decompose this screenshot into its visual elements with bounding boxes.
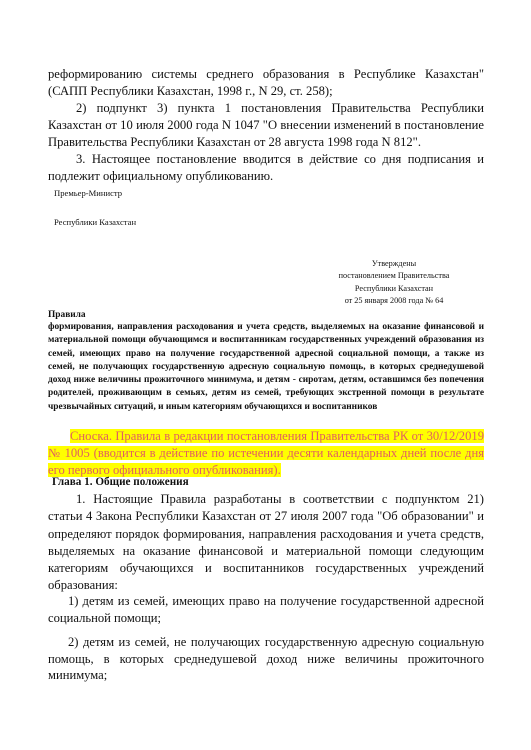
signature-country: Республики Казахстан bbox=[54, 217, 137, 227]
footnote bbox=[48, 428, 484, 479]
approval-line-2: постановлением Правительства bbox=[338, 271, 450, 281]
rules-title: формирования, направления расходования и учета средств, выделяемых на оказание финансовой и материальной помощи обучающимся и воспитанникам государственных учреждений образования из семей, имеющих право на получение государственной адресной социальной помощи, а также из семей, не получающих государственную адресную социальную помощь, в которых среднедушевой доход ниже величины прожиточного минимума, и детям - сиротам, детям, оставшимся без попечения родителей, проживающим в семьях, детям из семей, требующих экстренной помощи в результате чрезвычайных ситуаций, и иным категориям обучающихся и воспитанников bbox=[48, 322, 484, 412]
approval-line-4: от 25 января 2008 года № 64 bbox=[344, 296, 444, 306]
paragraph-top-1: реформированию системы среднего образования в Республике Казахстан" (САПП Республики Казахстан, 1998 г., N 29, ст. 258); bbox=[48, 67, 484, 98]
paragraph-top-3: 3. Настоящее постановление вводится в действие со дня подписания и подлежит официальному опубликованию. bbox=[48, 152, 484, 183]
paragraph-bottom-3: 2) детям из семей, не получающих государственную адресную социальную помощь, в которых среднедушевой доход ниже величины прожиточного минимума; bbox=[48, 635, 484, 682]
paragraph-bottom-2: 1) детям из семей, имеющих право на получение государственной адресной социальной помощи; bbox=[48, 594, 484, 625]
chapter-heading: Глава 1. Общие положения bbox=[52, 476, 189, 488]
footnote-text: Сноска. Правила в редакции постановления Правительства РК от 30/12/2019 № 1005 (вводится в действие по истечении десяти календарных дней после дня его первого официального опубликования). bbox=[48, 429, 484, 477]
signature-title: Премьер-Министр bbox=[54, 188, 123, 198]
approval-line-3: Республики Казахстан bbox=[354, 283, 434, 293]
paragraph-top-2: 2) подпункт 3) пункта 1 постановления Правительства Республики Казахстан от 10 июля 2000 года N 1047 "О внесении изменений в постановление Правительства Республики Казахстан от 28 августа 1998 года N 812". bbox=[48, 101, 484, 149]
paragraph-bottom-1: 1. Настоящие Правила разработаны в соответствии с подпунктом 21) статьи 4 Закона Республики Казахстан от 27 июля 2007 года "Об образовании" и определяют порядок формирования, направления расходования и учета средств, выделяемых на оказание финансовой и материальной помощи следующим категориям обучающихся и воспитанников государственных учреждений образования: bbox=[48, 492, 484, 593]
rules-heading: Правила bbox=[48, 310, 86, 320]
approval-line-1: Утверждены bbox=[371, 259, 417, 268]
approval-stamp bbox=[300, 258, 488, 308]
